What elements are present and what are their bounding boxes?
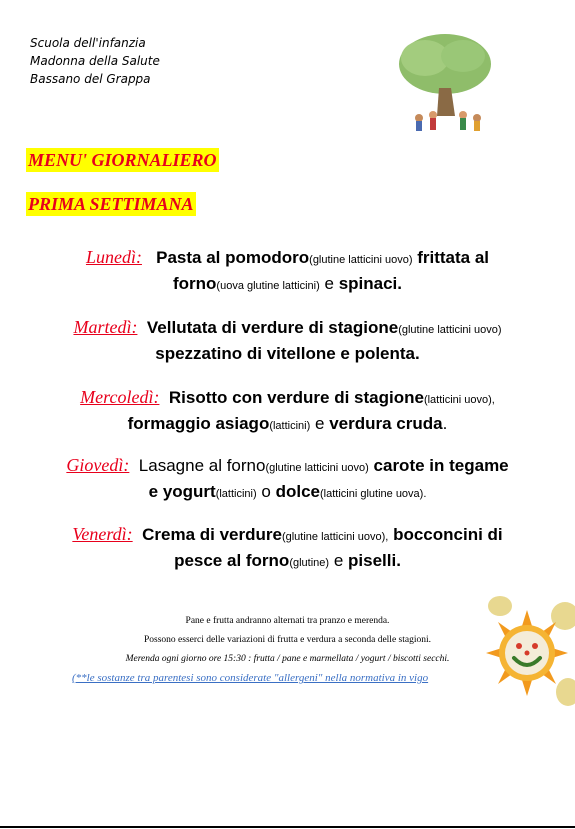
conjunction: e bbox=[315, 414, 325, 433]
allergens: (latticini) bbox=[269, 420, 311, 432]
punctuation: . bbox=[442, 414, 448, 433]
conjunction: e bbox=[324, 274, 334, 293]
allergens: (latticini uovo), bbox=[423, 394, 495, 406]
tree-logo-image bbox=[385, 30, 507, 136]
note-snack: Merenda ogni giorno ore 15:30 : frutta / pane e marmellata / yogurt / biscotti secchi. bbox=[125, 654, 450, 664]
dish: verdura cruda bbox=[329, 414, 443, 433]
day-wednesday bbox=[0, 385, 575, 438]
allergens: (glutine latticini uovo), bbox=[281, 531, 389, 543]
conjunction: e bbox=[333, 551, 344, 570]
allergens: (glutine) bbox=[289, 557, 330, 569]
dish: Lasagne al forno bbox=[138, 456, 266, 475]
dish: Vellutata di verdure di stagione bbox=[146, 318, 399, 337]
day-thursday bbox=[0, 453, 575, 506]
menu-title: MENU' GIORNALIERO bbox=[28, 150, 217, 170]
dish: Crema di verdure bbox=[142, 525, 282, 544]
allergens: (glutine latticini uovo) bbox=[309, 254, 413, 266]
dish: piselli. bbox=[348, 551, 401, 570]
dish: pesce al forno bbox=[174, 551, 290, 570]
page-bottom-border bbox=[0, 826, 575, 828]
dish: bocconcini di bbox=[393, 525, 503, 544]
note-variations: Possono esserci delle variazioni di frutta e verdura a seconda delle stagioni. bbox=[143, 635, 431, 645]
allergens: (uova glutine latticini) bbox=[216, 280, 320, 292]
allergens: (latticini glutine uova). bbox=[320, 488, 427, 500]
week-title: PRIMA SETTIMANA bbox=[28, 194, 194, 214]
sun-face-image bbox=[480, 596, 575, 710]
day-name-monday: Lunedì: bbox=[85, 247, 142, 267]
day-name-friday: Venerdì: bbox=[72, 524, 133, 544]
day-name-tuesday: Martedì: bbox=[73, 317, 138, 337]
day-name-wednesday: Mercoledì: bbox=[80, 387, 160, 407]
note-bread-fruit: Pane e frutta andranno alternati tra pranzo e merenda. bbox=[185, 616, 390, 626]
school-name: Scuola dell'infanzia bbox=[30, 36, 146, 50]
day-name-thursday: Giovedì: bbox=[66, 455, 130, 475]
day-monday bbox=[0, 245, 575, 298]
dish: Risotto con verdure di stagione bbox=[168, 388, 424, 407]
allergens: (latticini) bbox=[215, 488, 257, 500]
dish: spezzatino di vitellone e polenta. bbox=[155, 344, 420, 363]
day-tuesday bbox=[0, 315, 575, 366]
conjunction: o bbox=[261, 482, 271, 501]
dish: forno bbox=[172, 274, 217, 293]
dish: formaggio asiago bbox=[127, 414, 270, 433]
dish: frittata al bbox=[417, 248, 490, 267]
allergens: (glutine latticini uovo) bbox=[398, 324, 502, 336]
school-city: Bassano del Grappa bbox=[30, 72, 151, 86]
note-allergens: (**le sostanze tra parentesi sono considerate "allergeni" nella normativa in vigo bbox=[72, 672, 429, 684]
day-friday bbox=[0, 522, 575, 575]
dish: dolce bbox=[275, 482, 320, 501]
school-location: Madonna della Salute bbox=[30, 54, 160, 68]
conjunction: e bbox=[148, 482, 159, 501]
dish: Pasta al pomodoro bbox=[156, 248, 310, 267]
school-header bbox=[30, 34, 160, 88]
allergens: (glutine latticini uovo) bbox=[265, 462, 369, 474]
dish: spinaci. bbox=[338, 274, 403, 293]
dish: yogurt bbox=[162, 482, 216, 501]
dish: carote in tegame bbox=[373, 456, 509, 475]
